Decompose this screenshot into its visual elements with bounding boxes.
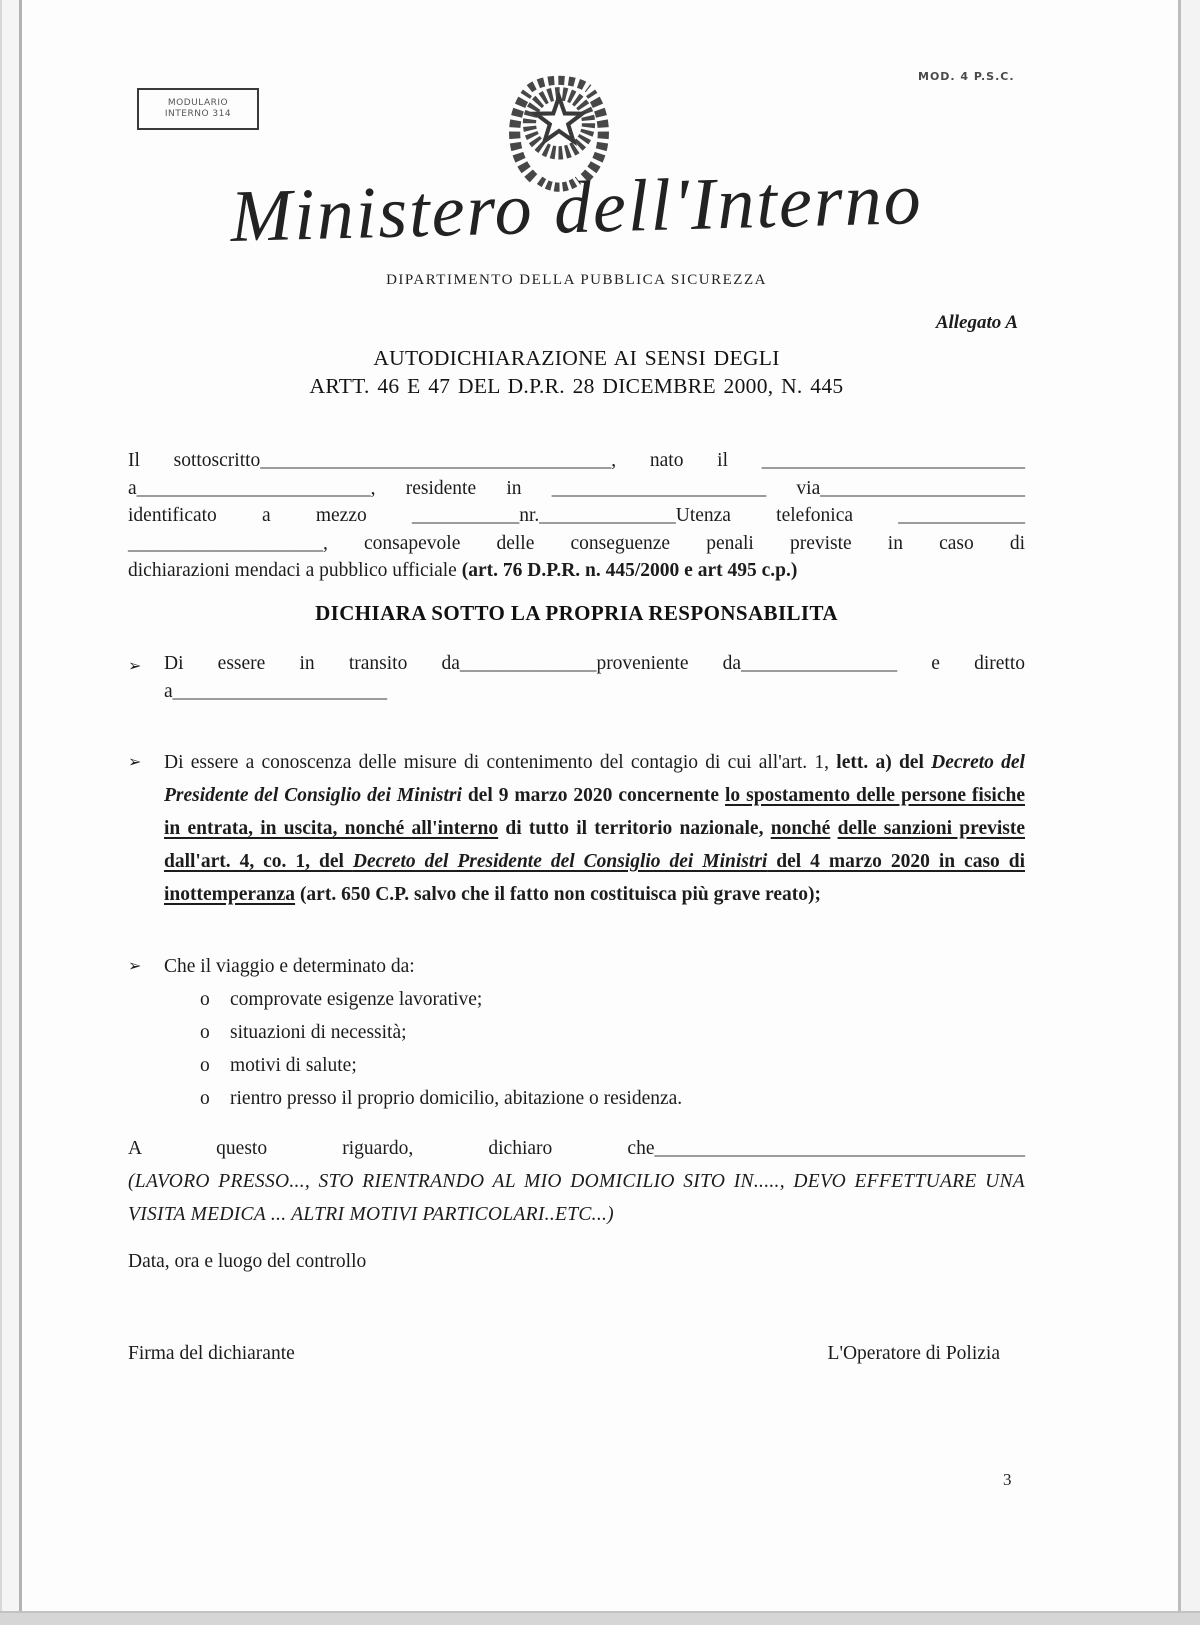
bullet-travel-reason [128, 950, 1025, 1115]
declaration-heading: DICHIARA SOTTO LA PROPRIA RESPONSABILITA [315, 600, 838, 625]
arrow-bullet-icon: ➢ [128, 752, 142, 771]
document-body [128, 447, 1025, 1368]
option-work [200, 983, 1025, 1016]
declarant-identity-paragraph: Il sottoscritto____________________________________, nato il ___________________________ a________________________, residente in ______________________ via_____________________ identificato a mezzo ___________nr.______________Utenza telefonica _____________ ____________________, consapevole delle conseguenze penali previste in caso di dichiarazioni mendaci a pubblico ufficiale (art. 76 D.P.R. n. 445/2000 e art 495 c.p.) [128, 450, 1025, 581]
document-title-line2: ARTT. 46 E 47 DEL D.P.R. 28 DICEMBRE 2000, N. 445 [309, 374, 844, 398]
control-date-place-label: Data, ora e luogo del controllo [128, 1251, 367, 1272]
circle-bullet-icon: o [200, 1022, 210, 1043]
circle-bullet-icon: o [200, 1055, 210, 1076]
bullet-travel-reason-text [164, 950, 1025, 1115]
scan-edge-left [0, 0, 22, 1625]
police-operator-label: L'Operatore di Polizia [827, 1343, 1000, 1364]
document-title-line1: AUTODICHIARAZIONE AI SENSI DEGLI [373, 346, 780, 370]
circle-bullet-icon: o [200, 989, 210, 1010]
option-health [200, 1049, 1025, 1082]
travel-reason-options [164, 983, 1025, 1115]
allegato-label: Allegato A [935, 312, 1018, 333]
declaration-examples-hint: (LAVORO PRESSO..., STO RIENTRANDO AL MIO DOMICILIO SITO IN....., DEVO EFFETTUARE UNA VISITA MEDICA ... ALTRI MOTIVI PARTICOLARI..ETC...) [128, 1171, 1025, 1225]
option-necessity-label: situazioni di necessità; [230, 1022, 407, 1043]
option-work-label: comprovate esigenze lavorative; [230, 989, 483, 1010]
department-subtitle: DIPARTIMENTO DELLA PUBBLICA SICUREZZA [386, 272, 767, 288]
travel-reason-intro: Che il viaggio e determinato da: [164, 956, 415, 977]
modulario-line1: MODULARIO [167, 98, 229, 108]
bullet-transit [128, 650, 1025, 705]
option-return-home-label: rientro presso il proprio domicilio, abitazione o residenza. [230, 1088, 683, 1109]
modulario-stamp-box [137, 88, 259, 130]
scan-edge-right [1178, 0, 1200, 1625]
signature-row [128, 1340, 1025, 1368]
option-return-home [200, 1082, 1025, 1115]
ministry-script-title: Ministero dell'Interno [229, 157, 924, 259]
closing-section [128, 1132, 1025, 1278]
arrow-bullet-icon: ➢ [128, 956, 142, 975]
bullet-decree-awareness [128, 746, 1025, 911]
declaration-detail-line: A questo riguardo, dichiaro che______________________________________ [128, 1138, 1025, 1159]
circle-bullet-icon: o [200, 1088, 210, 1109]
modulario-line2: INTERNO 314 [164, 109, 232, 119]
scan-edge-bottom [0, 1611, 1200, 1625]
mod-psc-label: MOD. 4 P.S.C. [918, 70, 1015, 83]
arrow-bullet-icon: ➢ [128, 656, 142, 675]
bullet-transit-text: Di essere in transito da______________proveniente da________________ e diretto a______________________ [164, 653, 1026, 702]
option-health-label: motivi di salute; [230, 1055, 357, 1076]
declarant-signature-label: Firma del dichiarante [128, 1343, 295, 1364]
bullet-decree-awareness-text: Di essere a conoscenza delle misure di contenimento del contagio di cui all'art. 1, lett. a) del Decreto del Presidente del Consiglio dei Ministri del 9 marzo 2020 concernente lo spostamento delle persone fisiche in entrata, in uscita, nonché all'interno di tutto il territorio nazionale, nonché delle sanzioni previste dall'art. 4, co. 1, del Decreto del Presidente del Consiglio dei Ministri del 4 marzo 2020 in caso di inottemperanza (art. 650 C.P. salvo che il fatto non costituisca più grave reato); [164, 752, 1026, 905]
document-title [128, 344, 1025, 400]
option-necessity [200, 1016, 1025, 1049]
page-number: 3 [1003, 1470, 1012, 1489]
